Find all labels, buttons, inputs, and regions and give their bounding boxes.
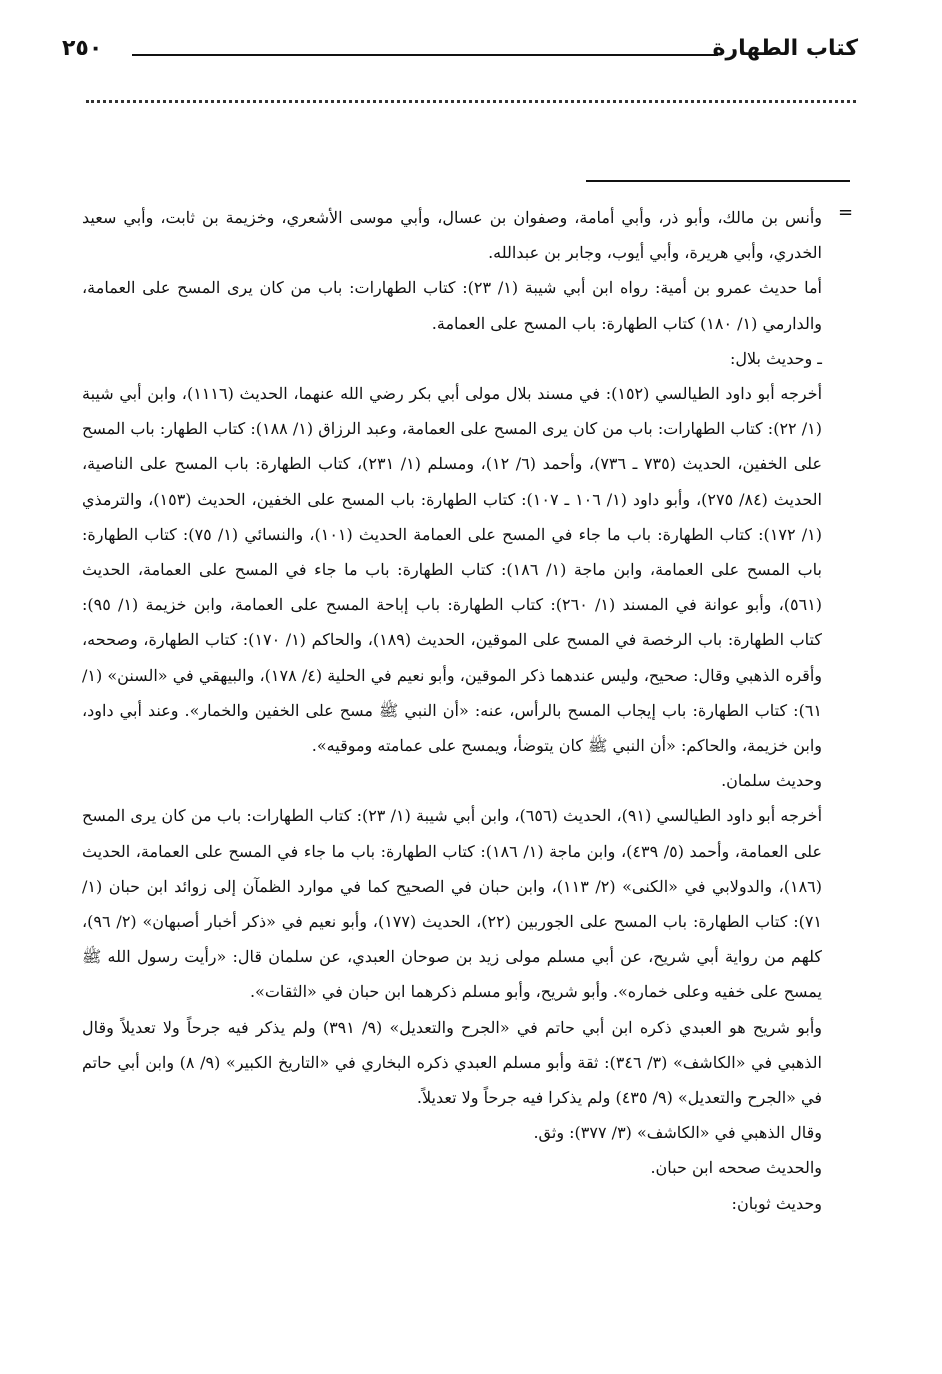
footnote-paragraph: وحديث ثوبان: — [731, 1193, 822, 1213]
page-header — [62, 34, 858, 70]
page-number: ٢٥٠ — [62, 36, 103, 61]
footnote-paragraph: والحديث صححه ابن حبان. — [650, 1158, 822, 1178]
footnote-paragraph: وأبو شريح هو العبدي ذكره ابن أبي حاتم في «الجرح والتعديل» (٩/ ٣٩١) ولم يذكر فيه جرحاً ولا تعديلاً وقال الذهبي في «الكاشف» (٣/ ٣٤٦): ثقة وأبو مسلم العبدي ذكره البخاري في «التاريخ الكبير» (٩/ ٨) وابن أبي حاتم في «الجرح والتعديل» (٩/ ٤٣٥) ولم يذكرا فيه جرحاً ولا تعديلاً. — [82, 1017, 822, 1108]
footnote-paragraph: ـ وحديث بلال: — [729, 348, 822, 368]
footnote-paragraph: وقال الذهبي في «الكاشف» (٣/ ٣٧٧): وثق. — [533, 1123, 822, 1143]
header-rule — [132, 54, 718, 56]
footnote-paragraph: أخرجه أبو داود الطيالسي (١٥٢): في مسند بلال مولى أبي بكر رضي الله عنهما، الحديث (١١١٦)، وابن أبي شيبة (١/ ٢٢): كتاب الطهارات: باب من كان يرى المسح على العمامة، وعبد الرزاق (١/ ١٨٨): كتاب الطهار: باب المسح على الخفين، الحديث (٧٣٥ ـ ٧٣٦)، وأحمد (٦/ ١٢)، ومسلم (١/ ٢٣١)، كتاب الطهارة: باب المسح على الناصية، الحديث (٨٤/ ٢٧٥)، وأبو داود (١/ ١٠٦ ـ ١٠٧): كتاب الطهارة: باب المسح على الخفين، الحديث (١٥٣)، والترمذي (١/ ١٧٢): كتاب الطهارة: باب ما جاء في المسح على العمامة الحديث (١٠١)، والنسائي (١/ ٧٥): كتاب الطهارة: باب المسح على العمامة، وابن ماجة (١/ ١٨٦): كتاب الطهارة: باب ما جاء في المسح على العمامة، الحديث (٥٦١)، وأبو عوانة في المسند (١/ ٢٦٠): كتاب الطهارة: باب إباحة المسح على العمامة، وابن خزيمة (١/ ٩٥): كتاب الطهارة: باب الرخصة في المسح على الموقين، الحديث (١٨٩)، والحاكم (١/ ١٧٠): كتاب الطهارة، وصححه، وأقره الذهبي وقال: صحيح، وليس عندهما ذكر الموقين، وأبو نعيم في الحلية (٤/ ١٧٨)، والبيهقي في «السنن» (١/ ٦١): كتاب الطهارة: باب إيجاب المسح بالرأس، عنه: «أن النبي ﷺ مسح على الخفين والخمار». وعند أبي داود، وابن خزيمة، والحاكم: «أن النبي ﷺ كان يتوضأ، ويمسح على عمامته وموقيه». — [82, 384, 823, 756]
footnote-paragraph: أخرجه أبو داود الطيالسي (٩١)، الحديث (٦٥٦)، وابن أبي شيبة (١/ ٢٣): كتاب الطهارات: باب من كان يرى المسح على العمامة، وأحمد (٥/ ٤٣٩)، وابن ماجة (١/ ١٨٦): كتاب الطهارة: باب ما جاء في المسح على العمامة، الحديث (١٨٦)، والدولابي في «الكنى» (٢/ ١١٣)، وابن حبان في الصحيح كما في موارد الظمآن إلى زوائد ابن حبان (١/ ٧١): كتاب الطهارة: باب المسح على الجوربين (٢٢)، الحديث (١٧٧)، وأبو نعيم في «ذكر أخبار أصبهان» (٢/ ٩٦)، كلهم من رواية أبي شريح، عن أبي مسلم مولى زيد بن صوحان العبدي، عن سلمان قال: «رأيت رسول الله ﷺ يمسح على خفيه وعلى خماره». وأبو شريح، وأبو مسلم ذكرهما ابن حبان في «الثقات». — [82, 806, 823, 1002]
footnote-separator — [586, 180, 850, 182]
footnote-paragraph: وحديث سلمان. — [721, 771, 822, 791]
footnote-continuation-marker: = — [838, 202, 854, 223]
chapter-title: كتاب الطهارة — [712, 36, 858, 61]
footnote-text — [82, 200, 822, 1221]
footnote-paragraph: وأنس بن مالك، وأبو ذر، وأبي أمامة، وصفوان بن عسال، وأبي موسى الأشعري، وخزيمة بن ثابت، وأبي سعيد الخدري، وأبي هريرة، وأبي أيوب، وجابر بن عبدالله. — [82, 208, 822, 263]
dotted-separator — [86, 100, 856, 103]
footnote-paragraph: أما حديث عمرو بن أمية: رواه ابن أبي شيبة (١/ ٢٣): كتاب الطهارات: باب من كان يرى المسح على العمامة، والدارمي (١/ ١٨٠) كتاب الطهارة: باب المسح على العمامة. — [82, 278, 823, 333]
